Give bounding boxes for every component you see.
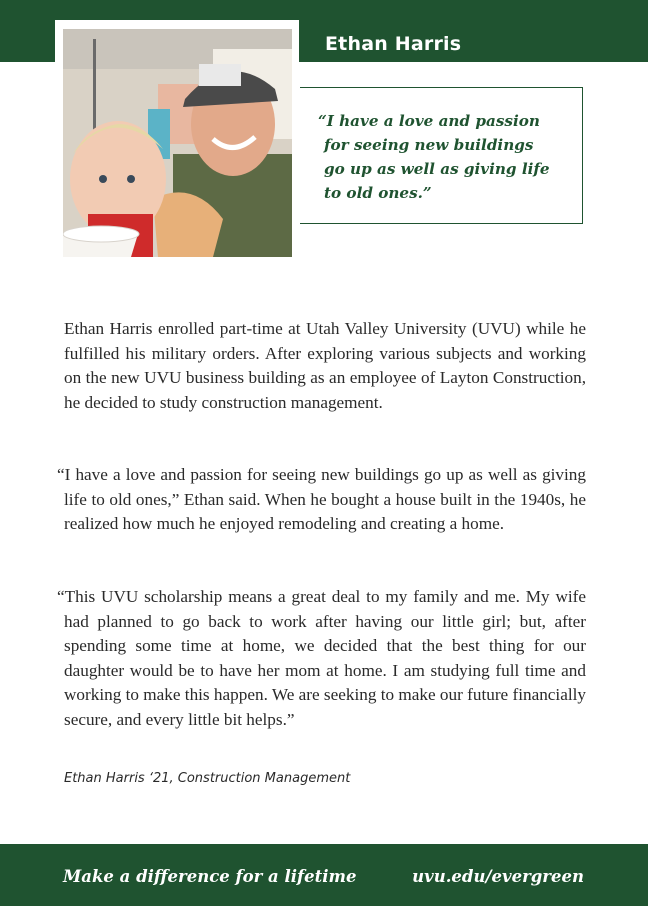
portrait-photo [63,29,292,257]
body-paragraph-3: “This UVU scholarship means a great deal to my family and me. My wife had planned to go back to work after having our little girl; but, after spending some time at home, we decided that the best thing for our daughter would be to have her mom at home. I am studying full time and working to make this happen. We are seeking to make our future financially secure, and every little bit helps.” [57,587,586,729]
pull-quote-line: for seeing new buildings [324,136,534,154]
footer-tagline: Make a difference for a lifetime [63,867,357,886]
footer-url[interactable]: uvu.edu/evergreen [412,867,584,886]
pull-quote-line: go up as well as giving life [324,160,550,178]
attribution: Ethan Harris ‘21, Construction Management [64,771,351,786]
pull-quote-line: to old ones.” [324,184,432,202]
pull-quote [318,109,550,205]
person-name: Ethan Harris [325,33,462,55]
body-paragraph-2: “I have a love and passion for seeing new buildings go up as well as giving life to old ones,” Ethan said. When he bought a house built in the 1940s, he realized how much he enjoyed remodeling and creating a home. [57,465,586,533]
pull-quote-line: “I have a love and passion [318,112,540,130]
body-paragraph-1: Ethan Harris enrolled part-time at Utah Valley University (UVU) while he fulfilled his military orders. After exploring various subjects and working on the new UVU business building as an employee of Layton Construction, he decided to study construction management. [64,319,586,412]
